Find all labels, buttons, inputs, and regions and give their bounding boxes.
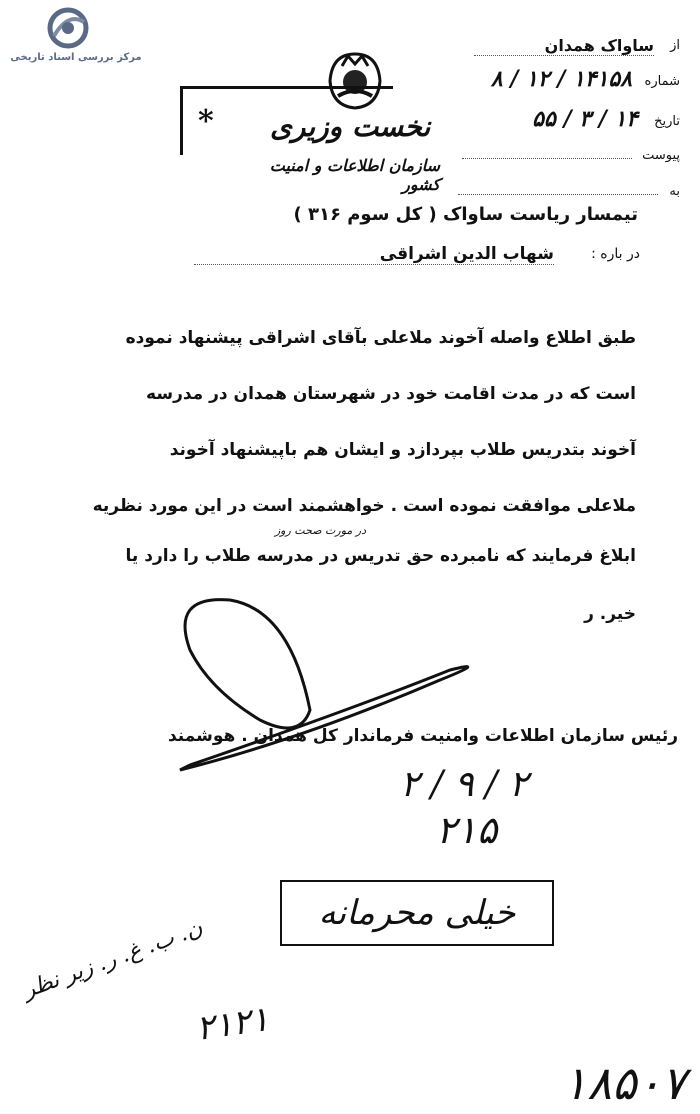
to-line: [458, 194, 658, 195]
organization-name: سازمان اطلاعات و امنیت کشور: [269, 156, 440, 194]
archive-watermark: [6, 6, 146, 68]
body-line: آخوند بتدریس طلاب بپردازد و ایشان هم باپیشنهاد آخوند: [169, 440, 636, 460]
signatory-line: رئیس سازمان اطلاعات وامنیت فرماندار کل همدان . هوشمند: [167, 726, 678, 746]
handwritten-date-scrawl: ۲ / ۹ / ۲: [400, 764, 529, 805]
classification-stamp-text: خیلی محرمانه: [318, 893, 516, 933]
recipient-line: تیمسار ریاست ساواک ( کل سوم ۳۱۶ ): [293, 204, 638, 225]
archive-org-name: مرکز بررسی اسناد تاریخی: [10, 52, 142, 63]
margin-note: ن. ب. غ. ر. زیر نظر: [20, 915, 206, 1004]
letterhead-corner-mark: *: [198, 104, 214, 139]
signature-scribble: [150, 590, 510, 790]
handwritten-code: ۲۱۵: [436, 808, 498, 852]
from-value: ساواک همدان: [474, 36, 654, 56]
archive-logo-icon: [44, 6, 92, 50]
number-label: شماره: [644, 74, 680, 89]
body-line: است که در مدت اقامت خود در شهرستان همدان در مدرسه: [146, 384, 636, 404]
body-line: خیر. ر: [584, 604, 636, 624]
attachment-label: پیوست: [642, 148, 680, 163]
subject-line: [100, 244, 640, 268]
document-number: ۱۸۵۰۷: [562, 1056, 686, 1110]
date-label: تاریخ: [654, 114, 680, 129]
attachment-line: [462, 158, 632, 159]
body-line: ملاعلی موافقت نموده است . خواهشمند است در این مورد نظریه: [92, 496, 636, 516]
number-value: ۱۴۱۵۸ / ۱۲ / ۸: [490, 66, 632, 92]
body-line: ابلاغ فرمایند که نامبرده حق تدریس در مدرسه طلاب را دارد یا: [125, 546, 636, 566]
body-line: طبق اطلاع واصله آخوند ملاعلی بآقای اشراقی پیشنهاد نموده: [125, 328, 636, 348]
interlinear-note: در مورت صحت روز: [274, 524, 366, 537]
date-value: ۱۴ / ۳ / ۵۵: [532, 106, 638, 132]
subject-value: شهاب الدین اشراقی: [194, 244, 554, 265]
classification-stamp: [280, 880, 554, 946]
ministry-name: نخست وزیری: [270, 110, 431, 143]
margin-note-number: ۲۱۲۱: [193, 999, 272, 1049]
from-label: از: [670, 38, 680, 53]
to-label: به: [669, 184, 680, 199]
subject-label: در باره :: [591, 246, 640, 262]
